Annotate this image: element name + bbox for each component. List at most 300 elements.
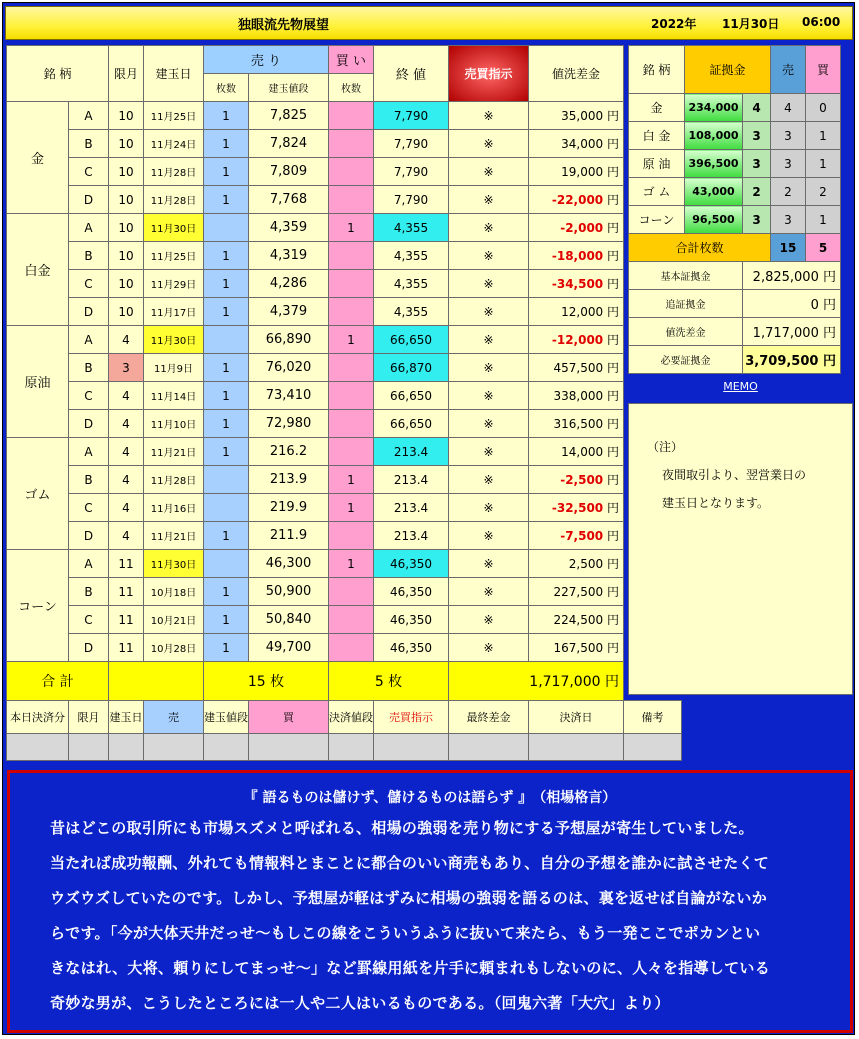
sell-qty-cell: 1 (204, 578, 249, 606)
count-sell: 15 (771, 234, 806, 262)
margin-amount: 234,000 (685, 94, 743, 122)
close-cell: 7,790 (374, 158, 449, 186)
signal-cell: ※ (449, 634, 529, 662)
price-cell: 66,890 (249, 326, 329, 354)
col-buy: 買 い (329, 46, 374, 74)
header-time: 06:00 (802, 15, 841, 29)
settlement-cell[interactable] (329, 734, 374, 761)
count-buy: 5 (806, 234, 841, 262)
memo-panel (628, 403, 853, 695)
summary-row (629, 346, 841, 374)
settlement-col: 本日決済分 (7, 701, 69, 734)
close-cell: 4,355 (374, 298, 449, 326)
buy-qty-cell (329, 186, 374, 214)
sell-qty-cell: 1 (204, 354, 249, 382)
diff-unit: 円 (606, 305, 619, 319)
margin-sell: 3 (771, 122, 806, 150)
open-date-cell: 11月25日 (144, 242, 204, 270)
summary-row (629, 318, 841, 346)
month-cell: 11 (109, 634, 144, 662)
close-cell: 213.4 (374, 438, 449, 466)
memo-link[interactable]: MEMO (723, 380, 758, 393)
diff-value: 19,000 (561, 165, 604, 179)
month-cell: 10 (109, 186, 144, 214)
margin-brand: 原 油 (629, 150, 685, 178)
buy-qty-cell (329, 606, 374, 634)
buy-qty-cell (329, 382, 374, 410)
diff-value: -18,000 (551, 249, 604, 263)
summary-value: 2,825,000 (752, 270, 819, 285)
month-cell: 10 (109, 158, 144, 186)
sell-qty-cell (204, 494, 249, 522)
settlement-col: 買 (249, 701, 329, 734)
margin-row (629, 178, 841, 206)
margin-count: 4 (743, 94, 771, 122)
margin-brand: 金 (629, 94, 685, 122)
quote-line: ウズウズしていたのです。しかし、予想屋が軽はずみに相場の強弱を語るのは、裏を返せば自論がないか (50, 889, 768, 907)
sell-qty-cell: 1 (204, 242, 249, 270)
diff-cell (529, 242, 624, 270)
diff-value: 12,000 (561, 305, 604, 319)
diff-value: 35,000 (561, 109, 604, 123)
diff-cell (529, 326, 624, 354)
diff-value: -34,500 (551, 277, 604, 291)
sell-qty-cell: 1 (204, 522, 249, 550)
signal-cell: ※ (449, 550, 529, 578)
open-date-cell: 11月21日 (144, 522, 204, 550)
signal-cell: ※ (449, 606, 529, 634)
table-row (7, 550, 624, 578)
diff-unit: 円 (606, 445, 619, 459)
quote-title: 『 語るものは儲けず、儲けるものは語らず 』 （相場格言） (243, 790, 617, 806)
diff-value: -2,500 (560, 473, 604, 487)
buy-qty-cell (329, 158, 374, 186)
margin-sell: 3 (771, 150, 806, 178)
sell-qty-cell: 1 (204, 606, 249, 634)
table-row (7, 158, 624, 186)
buy-qty-cell (329, 298, 374, 326)
buy-qty-cell (329, 438, 374, 466)
side-col-buy: 買 (806, 46, 841, 94)
sell-qty-cell: 1 (204, 382, 249, 410)
signal-cell: ※ (449, 130, 529, 158)
open-date-cell: 11月16日 (144, 494, 204, 522)
settlement-cell[interactable] (374, 734, 449, 761)
diff-unit: 円 (606, 529, 619, 543)
price-cell: 46,300 (249, 550, 329, 578)
open-date-cell: 11月21日 (144, 438, 204, 466)
signal-cell: ※ (449, 270, 529, 298)
sell-qty-cell: 1 (204, 186, 249, 214)
settlement-cell[interactable] (624, 734, 682, 761)
price-cell: 49,700 (249, 634, 329, 662)
open-date-cell: 11月10日 (144, 410, 204, 438)
diff-cell (529, 522, 624, 550)
brand-name: ゴム (7, 438, 69, 550)
brand-name: 原油 (7, 326, 69, 438)
close-cell: 46,350 (374, 578, 449, 606)
diff-cell (529, 298, 624, 326)
table-row (7, 438, 624, 466)
signal-cell: ※ (449, 186, 529, 214)
buy-qty-cell (329, 242, 374, 270)
side-col-margin: 証拠金 (685, 46, 771, 94)
diff-cell (529, 438, 624, 466)
close-cell: 4,355 (374, 270, 449, 298)
margin-sell: 4 (771, 94, 806, 122)
month-cell: 10 (109, 130, 144, 158)
diff-value: 338,000 (553, 389, 604, 403)
contract-label: B (69, 466, 109, 494)
price-cell: 50,900 (249, 578, 329, 606)
close-cell: 66,870 (374, 354, 449, 382)
contract-label: C (69, 158, 109, 186)
month-cell: 4 (109, 494, 144, 522)
diff-value: 14,000 (561, 445, 604, 459)
sell-qty-cell: 1 (204, 410, 249, 438)
month-cell: 4 (109, 438, 144, 466)
brand-name: 金 (7, 102, 69, 214)
summary-value: 0 (810, 298, 819, 313)
buy-qty-cell: 1 (329, 466, 374, 494)
month-cell: 4 (109, 382, 144, 410)
signal-button[interactable]: 売買指示 (449, 46, 529, 102)
diff-unit: 円 (606, 389, 619, 403)
signal-cell: ※ (449, 102, 529, 130)
settlement-table (6, 700, 850, 761)
month-cell: 3 (109, 354, 144, 382)
contract-label: D (69, 634, 109, 662)
settlement-cell[interactable] (144, 734, 204, 761)
open-date-cell: 10月28日 (144, 634, 204, 662)
diff-unit: 円 (606, 221, 619, 235)
summary-label: 値洗差金 (629, 318, 743, 346)
margin-buy: 1 (806, 122, 841, 150)
settlement-cell[interactable] (7, 734, 69, 761)
month-cell: 11 (109, 578, 144, 606)
diff-unit: 円 (606, 361, 619, 375)
contract-label: A (69, 102, 109, 130)
margin-brand: ゴ ム (629, 178, 685, 206)
total-label: 合 計 (7, 662, 109, 701)
open-date-cell: 11月28日 (144, 466, 204, 494)
margin-amount: 396,500 (685, 150, 743, 178)
contract-label: A (69, 550, 109, 578)
table-row (7, 326, 624, 354)
table-row (7, 270, 624, 298)
price-cell: 4,286 (249, 270, 329, 298)
month-cell: 10 (109, 270, 144, 298)
table-row (7, 494, 624, 522)
table-row (7, 606, 624, 634)
settlement-col: 売 (144, 701, 204, 734)
price-cell: 211.9 (249, 522, 329, 550)
signal-cell: ※ (449, 410, 529, 438)
buy-qty-cell (329, 578, 374, 606)
signal-cell: ※ (449, 438, 529, 466)
contract-label: B (69, 354, 109, 382)
quote-line: 昔はどこの取引所にも市場スズメと呼ばれる、相場の強弱を売り物にする予想屋が寄生していました。 (50, 819, 754, 837)
contract-label: A (69, 326, 109, 354)
price-cell: 4,379 (249, 298, 329, 326)
settlement-cell[interactable] (449, 734, 529, 761)
month-cell: 11 (109, 606, 144, 634)
margin-count: 3 (743, 122, 771, 150)
diff-unit: 円 (606, 193, 619, 207)
summary-unit: 円 (822, 326, 836, 341)
open-date-cell: 11月17日 (144, 298, 204, 326)
table-row (7, 130, 624, 158)
diff-cell (529, 214, 624, 242)
diff-unit: 円 (606, 585, 619, 599)
table-row (7, 382, 624, 410)
diff-value: 227,500 (553, 585, 604, 599)
price-cell: 50,840 (249, 606, 329, 634)
col-brand: 銘 柄 (7, 46, 109, 102)
col-price: 建玉値段 (249, 74, 329, 102)
summary-value-cell (743, 290, 841, 318)
col-month: 限月 (109, 46, 144, 102)
contract-label: C (69, 494, 109, 522)
signal-cell: ※ (449, 242, 529, 270)
close-cell: 46,350 (374, 634, 449, 662)
diff-unit: 円 (606, 473, 619, 487)
memo-line2: 建玉日となります。 (662, 496, 770, 510)
header-year: 2022年 (651, 17, 697, 31)
buy-qty-cell: 1 (329, 326, 374, 354)
buy-qty-cell (329, 130, 374, 158)
open-date-cell: 10月21日 (144, 606, 204, 634)
buy-qty-cell (329, 410, 374, 438)
close-cell: 66,650 (374, 410, 449, 438)
diff-cell (529, 186, 624, 214)
contract-label: D (69, 298, 109, 326)
signal-cell: ※ (449, 382, 529, 410)
table-row (7, 354, 624, 382)
diff-value: -7,500 (560, 529, 604, 543)
buy-qty-cell (329, 270, 374, 298)
price-cell: 7,809 (249, 158, 329, 186)
total-row (7, 662, 624, 701)
price-cell: 4,319 (249, 242, 329, 270)
close-cell: 4,355 (374, 214, 449, 242)
contract-label: A (69, 214, 109, 242)
sell-qty-cell (204, 326, 249, 354)
table-row (7, 242, 624, 270)
diff-unit: 円 (606, 277, 619, 291)
settlement-cell[interactable] (249, 734, 329, 761)
positions-table (6, 45, 624, 701)
diff-unit: 円 (606, 501, 619, 515)
settlement-cell[interactable] (109, 734, 144, 761)
brand-name: 白金 (7, 214, 69, 326)
diff-unit: 円 (606, 557, 619, 571)
page-title: 独眼流先物展望 (238, 18, 330, 33)
close-cell: 66,650 (374, 326, 449, 354)
sell-qty-cell (204, 214, 249, 242)
summary-unit: 円 (822, 354, 836, 369)
sell-qty-cell (204, 466, 249, 494)
close-cell: 46,350 (374, 550, 449, 578)
margin-row (629, 94, 841, 122)
table-row (7, 214, 624, 242)
col-buy-qty: 枚数 (329, 74, 374, 102)
contract-label: D (69, 522, 109, 550)
close-cell: 7,790 (374, 186, 449, 214)
total-unit: 円 (605, 674, 619, 690)
settlement-col: 備考 (624, 701, 682, 734)
settlement-col: 売買指示 (374, 701, 449, 734)
settlement-cell[interactable] (69, 734, 109, 761)
contract-label: A (69, 438, 109, 466)
buy-qty-cell (329, 102, 374, 130)
signal-cell: ※ (449, 158, 529, 186)
month-cell: 4 (109, 410, 144, 438)
summary-label: 必要証拠金 (629, 346, 743, 374)
summary-value-cell (743, 346, 841, 374)
diff-unit: 円 (606, 417, 619, 431)
price-cell: 219.9 (249, 494, 329, 522)
diff-cell (529, 130, 624, 158)
sell-qty-cell: 1 (204, 130, 249, 158)
table-row (7, 578, 624, 606)
open-date-cell: 11月14日 (144, 382, 204, 410)
buy-qty-cell: 1 (329, 494, 374, 522)
margin-row (629, 206, 841, 234)
month-cell: 4 (109, 466, 144, 494)
diff-cell (529, 466, 624, 494)
table-row (7, 466, 624, 494)
margin-buy: 1 (806, 150, 841, 178)
quote-line: らです。「今が大体天井だっせ～もしこの線をこういうふうに抜いて来たら、もう一発ここでポカンとい (50, 924, 761, 942)
buy-qty-cell: 1 (329, 214, 374, 242)
contract-label: D (69, 186, 109, 214)
margin-brand: コーン (629, 206, 685, 234)
summary-value: 1,717,000 (752, 326, 819, 341)
margin-amount: 43,000 (685, 178, 743, 206)
margin-buy: 0 (806, 94, 841, 122)
settlement-col: 限月 (69, 701, 109, 734)
month-cell: 10 (109, 214, 144, 242)
total-buy: 5 枚 (329, 662, 449, 701)
diff-value: -12,000 (551, 333, 604, 347)
col-diff: 値洗差金 (529, 46, 624, 102)
price-cell: 4,359 (249, 214, 329, 242)
close-cell: 213.4 (374, 522, 449, 550)
month-cell: 10 (109, 102, 144, 130)
settlement-header (7, 701, 850, 734)
price-cell: 7,825 (249, 102, 329, 130)
signal-cell: ※ (449, 522, 529, 550)
memo-note: （注） (647, 440, 684, 454)
side-col-sell: 売 (771, 46, 806, 94)
margin-brand: 白 金 (629, 122, 685, 150)
open-date-cell: 11月9日 (144, 354, 204, 382)
quote-line: きなはれ、大将、頼りにしてまっせ～」など罫線用紙を片手に頼まれもしないのに、人々を指導している (50, 959, 771, 977)
contract-label: B (69, 130, 109, 158)
sell-qty-cell (204, 550, 249, 578)
settlement-cell[interactable] (529, 734, 624, 761)
signal-cell: ※ (449, 494, 529, 522)
close-cell: 213.4 (374, 494, 449, 522)
close-cell: 66,650 (374, 382, 449, 410)
open-date-cell: 11月24日 (144, 130, 204, 158)
diff-cell (529, 270, 624, 298)
margin-buy: 2 (806, 178, 841, 206)
margin-row (629, 150, 841, 178)
price-cell: 7,768 (249, 186, 329, 214)
diff-cell (529, 494, 624, 522)
diff-value: 34,000 (561, 137, 604, 151)
diff-unit: 円 (606, 249, 619, 263)
margin-amount: 96,500 (685, 206, 743, 234)
sell-qty-cell: 1 (204, 634, 249, 662)
diff-value: 167,500 (553, 641, 604, 655)
diff-cell (529, 634, 624, 662)
settlement-col: 決済日 (529, 701, 624, 734)
table-row (7, 298, 624, 326)
margin-sell: 3 (771, 206, 806, 234)
signal-cell: ※ (449, 578, 529, 606)
diff-value: 2,500 (568, 557, 604, 571)
diff-value: 457,500 (553, 361, 604, 375)
diff-cell (529, 550, 624, 578)
signal-cell: ※ (449, 214, 529, 242)
price-cell: 76,020 (249, 354, 329, 382)
summary-row (629, 290, 841, 318)
close-cell: 213.4 (374, 466, 449, 494)
summary-value-cell (743, 262, 841, 290)
settlement-cell[interactable] (204, 734, 249, 761)
open-date-cell: 11月25日 (144, 102, 204, 130)
sell-qty-cell: 1 (204, 438, 249, 466)
diff-cell (529, 578, 624, 606)
price-cell: 213.9 (249, 466, 329, 494)
open-date-cell: 10月18日 (144, 578, 204, 606)
header-date: 11月30日 (722, 17, 780, 31)
settlement-row[interactable] (7, 734, 850, 761)
diff-unit: 円 (606, 641, 619, 655)
count-label: 合計枚数 (629, 234, 771, 262)
total-diff: 1,717,000 (529, 674, 601, 690)
signal-cell: ※ (449, 466, 529, 494)
diff-cell (529, 354, 624, 382)
diff-value: -22,000 (551, 193, 604, 207)
diff-cell (529, 158, 624, 186)
buy-qty-cell (329, 522, 374, 550)
sell-qty-cell: 1 (204, 270, 249, 298)
margin-row (629, 122, 841, 150)
diff-cell (529, 382, 624, 410)
summary-unit: 円 (822, 270, 836, 285)
header-bar (5, 6, 853, 40)
price-cell: 216.2 (249, 438, 329, 466)
open-date-cell: 11月28日 (144, 158, 204, 186)
price-cell: 73,410 (249, 382, 329, 410)
month-cell: 10 (109, 242, 144, 270)
buy-qty-cell (329, 354, 374, 382)
diff-unit: 円 (606, 109, 619, 123)
table-row (7, 102, 624, 130)
diff-value: 316,500 (553, 417, 604, 431)
table-row (7, 522, 624, 550)
col-open-date: 建玉日 (144, 46, 204, 102)
sell-qty-cell: 1 (204, 158, 249, 186)
contract-label: B (69, 578, 109, 606)
summary-unit: 円 (822, 298, 836, 313)
contract-label: D (69, 410, 109, 438)
diff-value: -32,500 (551, 501, 604, 515)
